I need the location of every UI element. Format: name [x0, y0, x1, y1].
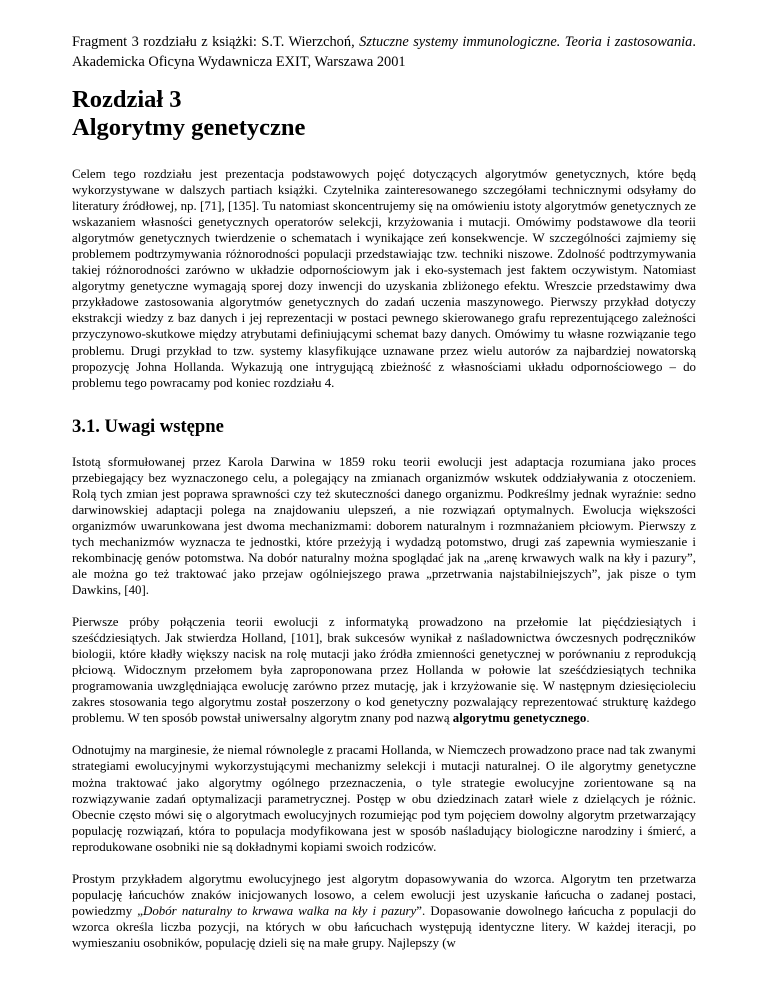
source-note-prefix: Fragment 3 rozdziału z książki: S.T. Wierzchoń,	[72, 34, 360, 50]
bold-term: algorytmu genetycznego	[452, 711, 587, 726]
paragraph-2-text: Pierwsze próby połączenia teorii ewolucji z informatyką prowadzono na przełomie lat pięćdziesiątych i sześćdziesiątych. Jak stwierdza Holland, [101], brak sukcesów wynikał z naśladownictwa ówczesnych podręczników biologii, które kładły większy nacisk na rolę mutacji jako źródła zmienności genetycznej w porównaniu z reprodukcją płciową. Widocznym przełomem była zaproponowana przez Hollanda w połowie lat sześćdziesiątych technika programowania uwzględniająca ewolucję zarówno przez mutację, jak i krzyżowanie się. W następnym dziesięcioleciu zakres stosowania tego algorytmu został poszerzony o kod genetyczny pozwalający reprezentować strukturę każdego problemu. W ten sposób powstał uniwersalny algorytm znany pod nazwą	[72, 615, 696, 726]
book-title: Sztuczne systemy immunologiczne. Teoria i zastosowania	[359, 34, 693, 50]
paragraph-4-end: ”. Dopasowanie dowolnego łańcucha z populacji do wzorca określa liczba pozycji, na których w obu łańcuchach występują identyczne litery. W każdej iteracji, po wymieszaniu osobników, populację dzieli się na małe grupy. Najlepszy (w	[72, 903, 696, 950]
source-note	[72, 33, 696, 72]
intro-paragraph: Celem tego rozdziału jest prezentacja podstawowych pojęć dotyczących algorytmów genetycznych, które będą wykorzystywane w dalszych partiach książki. Czytelnika zainteresowanego szczegółami technicznymi odsyłamy do literatury źródłowej, np. [71], [135]. Tu natomiast skoncentrujemy się na omówieniu istoty algorytmów genetycznych ze wskazaniem własności genetycznych operatorów selekcji, krzyżowania i mutacji. Omówimy podstawowe dla teorii algorytmów genetycznych twierdzenie o schematach i wynikające zeń konsekwencje. W szczególności zajmiemy się problemem podtrzymywania różnorodności populacji przedstawiając tzw. techniki niszowe. Zdolność podtrzymywania takiej różnorodności zarówno w układzie odpornościowym jak i eko-systemach jest faktem oczywistym. Natomiast algorytmy genetyczne wymagają sporej dozy inwencji do uzyskania zbliżonego efektu. Wreszcie przedstawimy dwa przykładowe zastosowania algorytmów genetycznych do zadań uczenia maszynowego. Pierwszy przykład dotyczy ekstrakcji wiedzy z baz danych i jej reprezentacji w postaci pewnego skierowanego grafu reprezentującego zależności przyczynowo-skutkowe między atrybutami definiującymi schemat bazy danych. Omówimy tu własne rozwiązanie tego problemu. Drugi przykład to tzw. systemy klasyfikujące uznawane przez wielu autorów za najbardziej nowatorską propozycję Johna Hollanda. Wykazują one intrygującą zbieżność z własnościami układu odpornościowego – do problemu tego powracamy pod koniec rozdziału 4.	[72, 167, 696, 390]
quoted-pattern: Dobór naturalny to krwawa walka na kły i pazury	[143, 903, 417, 918]
source-note-suffix: . Akademicka Oficyna Wydawnicza EXIT, Warszawa 2001	[72, 34, 696, 70]
paragraph-2-end: .	[586, 711, 590, 726]
section-heading: 3.1. Uwagi wstępne	[72, 415, 224, 437]
document-page	[72, 33, 696, 1001]
chapter-title: Algorytmy genetyczne	[72, 114, 306, 141]
chapter-number: Rozdział 3	[72, 86, 182, 113]
chapter-heading	[72, 86, 696, 142]
section-paragraph-4	[72, 871, 696, 1001]
section-paragraph-3: Odnotujmy na marginesie, że niemal równolegle z pracami Hollanda, w Niemczech prowadzono prace nad tak zwanymi strategiami ewolucyjnymi wykorzystującymi mechanizmy selekcji i mutacji naturalnej. O ile algorytmy genetyczne można traktować jako algorytmy ogólnego przeznaczenia, o tyle strategie ewolucyjne zorientowane są na rozwiązywanie zadań optymalizacji parametrycznej. Postęp w obu dziedzinach zatarł wiele z dzielących je różnic. Obecnie często mówi się o algorytmach ewolucyjnych rozumiejąc pod tym pojęciem dowolny algorytm przetwarzający populację rozwiązań, która to populacja modyfikowana jest w sposób naśladujący biologiczne narodziny i śmierć, a reprodukowane osobniki nie są dokładnymi kopiami swoich rodziców.	[72, 743, 696, 854]
paragraph-4-text: Prostym przykładem algorytmu ewolucyjnego jest algorytm dopasowywania do wzorca. Algorytm ten przetwarza populację łańcuchów znaków inicjowanych losowo, a celem ewolucji jest uzyskanie łańcucha o zadanej postaci, powiedzmy „	[72, 871, 696, 918]
section-paragraph-2	[72, 614, 696, 726]
section-paragraph-1: Istotą sformułowanej przez Karola Darwina w 1859 roku teorii ewolucji jest adaptacja rozumiana jako proces przebiegający bez wyznaczonego celu, a polegający na zmianach organizmów wskutek oddziaływania z otoczeniem. Rolą tych zmian jest poprawa sprawności czy też skuteczności danego organizmu. Podkreślmy jednak wyraźnie: sedno darwinowskiej adaptacji polega na znajdowaniu ulepszeń, a nie rozwiązań optymalnych. Ewolucja większości organizmów uwarunkowana jest dwoma mechanizmami: doborem naturalnym i rozmnażaniem płciowym. Pierwszy z tych mechanizmów wyznacza te jednostki, które przeżyją i wydadzą potomstwo, drugi zaś zapewnia wymieszanie i rekombinację genów potomstwa. Na dobór naturalny można spoglądać jak na „arenę krwawych walk na kły i pazury”, ale można go też traktować jako przejaw ogólniejszego prawa „przetrwania najstabilniejszych”, jak pisze o tym Dawkins, [40].	[72, 454, 696, 598]
